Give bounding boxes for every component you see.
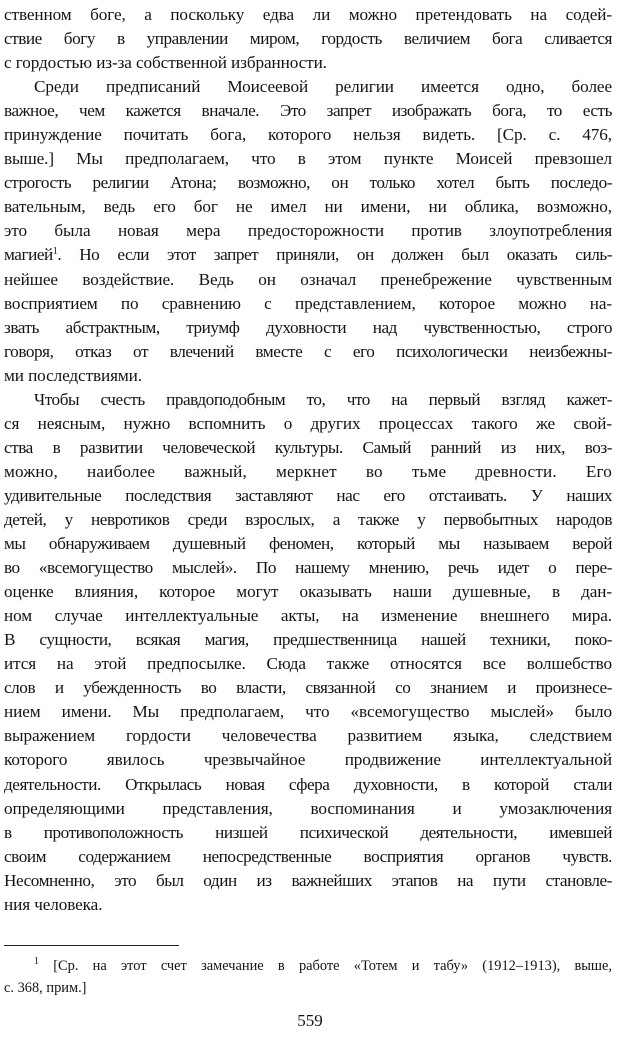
text-line: это была новая мера предосторожности против злоупотребления (4, 221, 612, 241)
text-line: оценке влияния, которое могут оказывать наши душевные, в дан- (4, 582, 612, 602)
text-line: в противоположность низшей психической деятельности, имевшей (4, 822, 612, 842)
text-line: нейшее воздействие. Ведь он означал пренебрежение чувственным (4, 269, 612, 289)
text-line: ном случае интеллектуальные акты, на изменение внешнего мира. (4, 606, 612, 626)
text-line-with-footnote (4, 243, 612, 267)
main-text (4, 3, 612, 917)
text-line: ственном боге, а поскольку едва ли можно претендовать на содей- (4, 5, 612, 24)
text-line: говоря, отказ от влечений вместе с его психологически неизбежны- (4, 341, 612, 361)
text-line-part: . Но если этот запрет приняли, он должен был оказать силь- (57, 245, 612, 265)
text-line: вательным, ведь его бог не имел ни имени, ни облика, возможно, (4, 197, 612, 217)
text-line: ствие богу в управлении миром, гордость величием бога сливается (4, 29, 612, 49)
text-line: которого явилось чрезвычайное продвижение интеллектуальной (4, 750, 612, 770)
text-line: своим содержанием непосредственные восприятия органов чувств. (4, 846, 612, 866)
text-line: выражением гордости человечества развитием языка, следствием (4, 726, 612, 746)
text-line: удивительные последствия заставляют нас его отстаивать. У наших (4, 485, 612, 505)
text-line: Несомненно, это был один из важнейших этапов на пути становле- (4, 870, 612, 890)
footnote-text: [Ср. на этот счет замечание в работе «Тотем и табу» (1912–1913), выше, (53, 958, 612, 974)
text-line: выше.] Мы предполагаем, что в этом пункте Моисей превзошел (4, 149, 612, 169)
text-line: звать абстрактным, триумф духовности над чувственностью, строго (4, 317, 612, 337)
text-line: с гордостью из-за собственной избранности. (4, 53, 327, 73)
text-line: ства в развитии человеческой культуры. Самый ранний из них, воз- (4, 437, 612, 457)
text-line: Чтобы счесть правдоподобным то, что на первый взгляд кажет- (34, 389, 612, 409)
page-number: 559 (297, 1011, 323, 1030)
text-line: ния человека. (4, 894, 103, 914)
footnote-divider (4, 945, 179, 946)
text-line: можно, наиболее важный, меркнет во тьме древности. Его (4, 461, 612, 481)
text-line: определяющими представления, воспоминания и умозаключения (4, 798, 612, 818)
text-line: мы обнаруживаем душевный феномен, который мы называем верой (4, 534, 612, 554)
footnote-line (4, 955, 612, 977)
text-line: деятельности. Открылась новая сфера духовности, в которой стали (4, 774, 612, 794)
text-line: детей, у невротиков среди взрослых, а также у первобытных народов (4, 509, 612, 529)
footnote-marker: 1 (34, 956, 39, 967)
text-line: во «всемогущество мыслей». По нашему мнению, речь идет о пере- (4, 558, 612, 578)
text-line: слов и убежденность во власти, связанной со знанием и произнесе- (4, 678, 612, 698)
text-line: ми последствиями. (4, 365, 142, 385)
text-line: Среди предписаний Моисеевой религии имеется одно, более (34, 77, 612, 97)
text-line: строгость религии Атона; возможно, он только хотел быть последо- (4, 173, 612, 193)
text-line-part: магией (4, 245, 53, 265)
text-line: ся неясным, нужно вспомнить о других процессах такого же свой- (4, 413, 612, 433)
text-line: В сущности, всякая магия, предшественница нашей техники, поко- (4, 630, 612, 650)
text-line: восприятием по сравнению с представлением, которое можно на- (4, 293, 612, 313)
footnote-reference: 1 (52, 246, 58, 258)
text-line: принуждение почитать бога, которого нельзя видеть. [Ср. с. 476, (4, 125, 612, 145)
footnote-line: с. 368, прим.] (4, 980, 87, 996)
footnote (4, 955, 612, 999)
text-line: нием имени. Мы предполагаем, что «всемогущество мыслей» было (4, 702, 612, 722)
text-line: важное, чем кажется вначале. Это запрет изображать бога, то есть (4, 101, 612, 121)
text-line: ится на этой предпосылке. Сюда также относятся все волшебство (4, 654, 612, 674)
